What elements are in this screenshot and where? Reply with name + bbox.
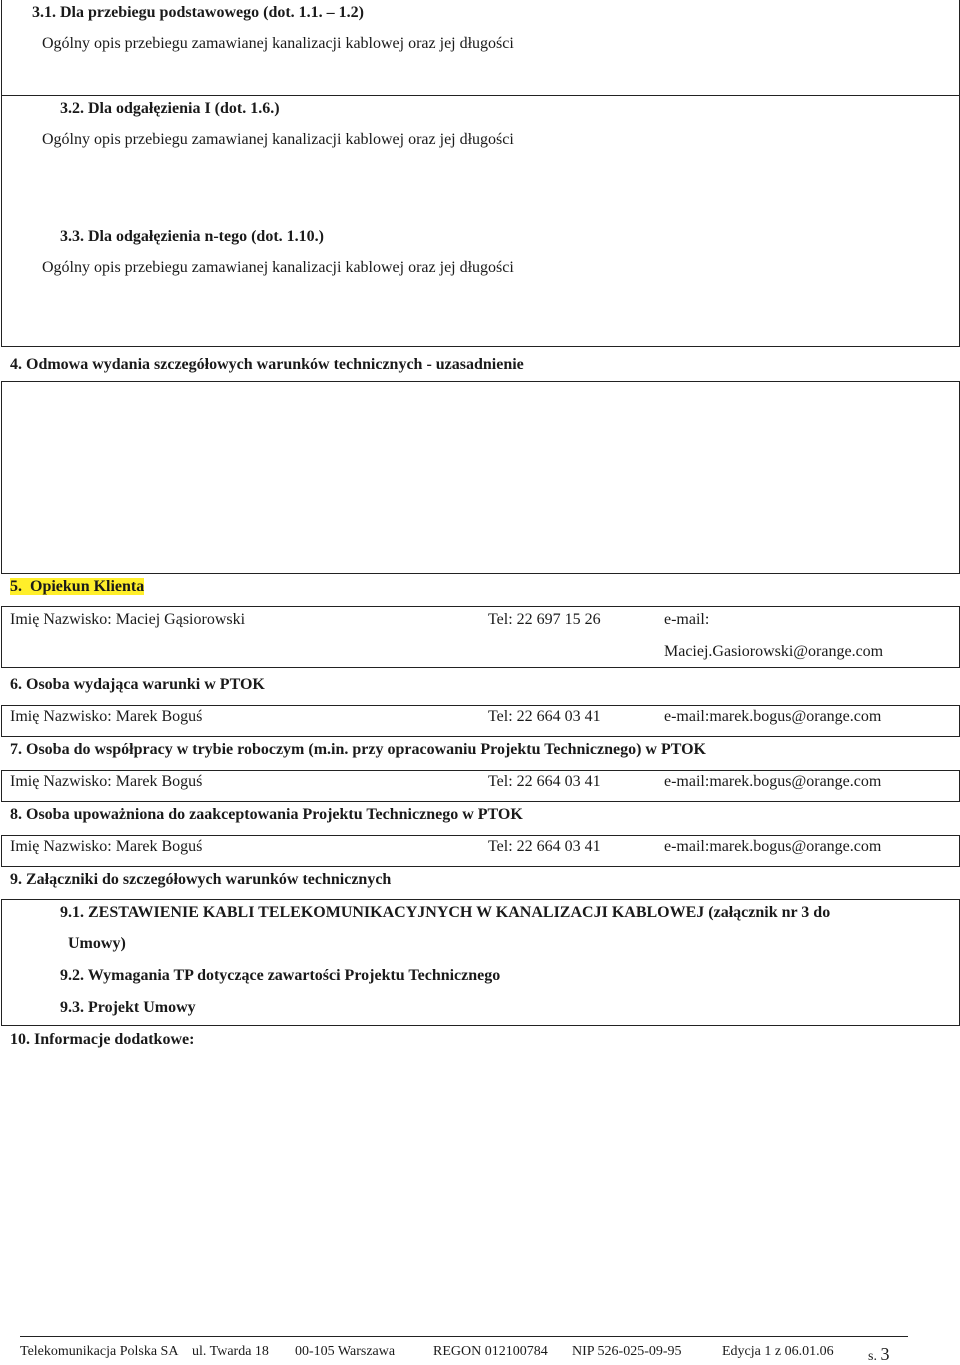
- attachment-9-1: 9.1. ZESTAWIENIE KABLI TELEKOMUNIKACYJNYCH W KANALIZACJI KABLOWEJ (załącznik nr 3 do: [60, 904, 831, 921]
- footer-page-number: 3: [880, 1344, 890, 1364]
- contact-8-tel: Tel: 22 664 03 41: [488, 838, 601, 855]
- attachment-9-3: 9.3. Projekt Umowy: [60, 999, 196, 1016]
- section-3-2-heading: 3.2. Dla odgałęzienia I (dot. 1.6.): [60, 100, 280, 117]
- contact-8-name: Imię Nazwisko: Marek Boguś: [10, 838, 203, 855]
- attachment-9-1-continued: Umowy): [68, 935, 126, 952]
- section-3-2-description: Ogólny opis przebiegu zamawianej kanalizacji kablowej oraz jej długości: [42, 131, 514, 148]
- section-4-heading: 4. Odmowa wydania szczegółowych warunków technicznych - uzasadnienie: [10, 356, 524, 373]
- section-5-heading: [10, 578, 144, 596]
- footer-company: Telekomunikacja Polska SA: [20, 1344, 179, 1359]
- section-5-title: Opiekun Klienta: [30, 578, 145, 595]
- section-7-heading: 7. Osoba do współpracy w trybie roboczym (m.in. przy opracowaniu Projektu Technicznego) w PTOK: [10, 741, 706, 758]
- section-3-3-description: Ogólny opis przebiegu zamawianej kanalizacji kablowej oraz jej długości: [42, 259, 514, 276]
- footer-page-label: s.: [868, 1349, 877, 1364]
- footer-city: 00-105 Warszawa: [295, 1344, 396, 1359]
- contact-5-tel: Tel: 22 697 15 26: [488, 611, 601, 628]
- contact-7-tel: Tel: 22 664 03 41: [488, 773, 601, 790]
- footer-street: ul. Twarda 18: [192, 1344, 269, 1359]
- section-5-number: 5.: [10, 578, 22, 595]
- section-4-box: [1, 381, 960, 574]
- contact-6-email: e-mail:marek.bogus@orange.com: [664, 708, 882, 725]
- contact-6-name: Imię Nazwisko: Marek Boguś: [10, 708, 203, 725]
- footer-edition: Edycja 1 z 06.01.06: [722, 1344, 834, 1359]
- contact-6-tel: Tel: 22 664 03 41: [488, 708, 601, 725]
- section-8-heading: 8. Osoba upoważniona do zaakceptowania Projektu Technicznego w PTOK: [10, 806, 523, 823]
- section-9-heading: 9. Załączniki do szczegółowych warunków technicznych: [10, 871, 392, 888]
- contact-7-email: e-mail:marek.bogus@orange.com: [664, 773, 882, 790]
- section-6-heading: 6. Osoba wydająca warunki w PTOK: [10, 676, 265, 693]
- section-3-1-description: Ogólny opis przebiegu zamawianej kanalizacji kablowej oraz jej długości: [42, 35, 514, 52]
- section-10-heading: 10. Informacje dodatkowe:: [10, 1031, 195, 1048]
- section-3-1-heading: 3.1. Dla przebiegu podstawowego (dot. 1.1. – 1.2): [32, 4, 364, 21]
- contact-5-email-label: e-mail:: [664, 611, 710, 628]
- contact-5-name: Imię Nazwisko: Maciej Gąsiorowski: [10, 611, 246, 628]
- contact-7-name: Imię Nazwisko: Marek Boguś: [10, 773, 203, 790]
- contact-8-email: e-mail:marek.bogus@orange.com: [664, 838, 882, 855]
- footer-rule: [20, 1336, 908, 1337]
- footer-nip: NIP 526-025-09-95: [572, 1344, 682, 1359]
- attachment-9-2: 9.2. Wymagania TP dotyczące zawartości Projektu Technicznego: [60, 967, 501, 984]
- contact-5-email: Maciej.Gasiorowski@orange.com: [664, 643, 884, 660]
- footer-regon: REGON 012100784: [433, 1344, 548, 1359]
- section-3-3-heading: 3.3. Dla odgałęzienia n-tego (dot. 1.10.): [60, 228, 324, 245]
